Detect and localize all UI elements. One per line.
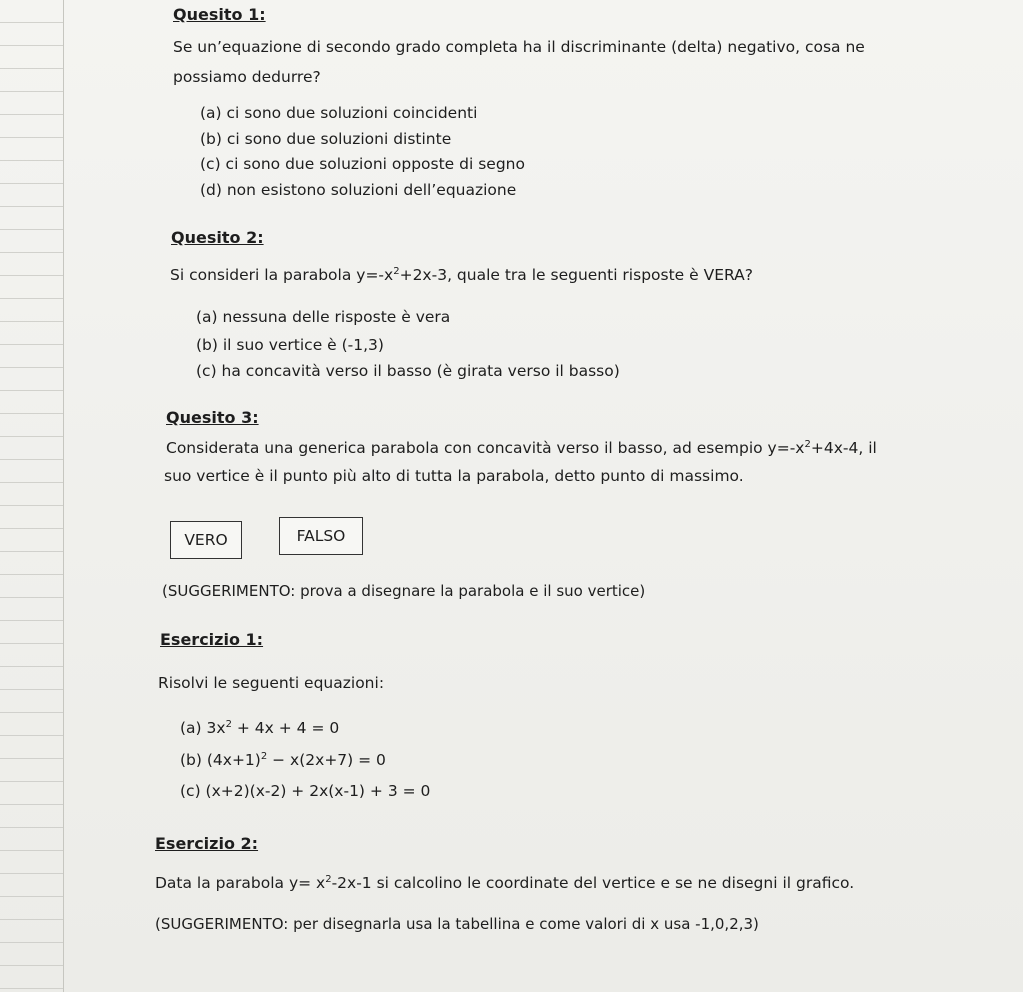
quesito-3-title: Quesito 3: [166, 408, 259, 427]
grid-paper-margin [0, 0, 64, 992]
equation-c: (c) (x+2)(x-2) + 2x(x-1) + 3 = 0 [180, 782, 431, 800]
quesito-1-option-b: (b) ci sono due soluzioni distinte [200, 130, 452, 148]
quesito-3-hint: (SUGGERIMENTO: prova a disegnare la parabola e il suo vertice) [162, 582, 646, 600]
esercizio-1-text: Risolvi le seguenti equazioni: [158, 674, 385, 692]
quesito-2-title: Quesito 2: [171, 228, 264, 247]
quesito-1-option-d: (d) non esistono soluzioni dell’equazione [200, 181, 517, 199]
quesito-3-text-line2: suo vertice è il punto più alto di tutta la parabola, detto punto di massimo. [164, 467, 744, 485]
quesito-2-option-b: (b) il suo vertice è (-1,3) [196, 336, 384, 354]
esercizio-2-text: Data la parabola $y= x^2-2x-1$ si calcolino le coordinate del vertice e se ne disegni il grafico. [155, 874, 855, 892]
quesito-1-option-a: (a) ci sono due soluzioni coincidenti [200, 104, 478, 122]
esercizio-2-equation: $y= x^2-2x-1$ [288, 874, 372, 892]
quesito-1-text-line1: Se un’equazione di secondo grado completa ha il discriminante (delta) negativo, cosa ne [173, 38, 865, 56]
quesito-1-text-line2: possiamo dedurre? [173, 68, 321, 86]
quesito-3-text-line1: Considerata una generica parabola con concavità verso il basso, ad esempio $y=-x^2+4x-4$, il [166, 439, 877, 457]
vero-button[interactable]: VERO [170, 521, 242, 559]
equation-b: (b) $(4x+1)^2 - x(2x+7) = 0$ [180, 751, 386, 769]
quesito-3-equation: $y=-x^2+4x-4$ [767, 439, 859, 457]
quesito-1-option-c: (c) ci sono due soluzioni opposte di segno [200, 155, 525, 173]
quesito-2-option-c: (c) ha concavità verso il basso (è girata verso il basso) [196, 362, 620, 380]
esercizio-1-title: Esercizio 1: [160, 630, 264, 649]
quesito-2-equation: $y=-x^2+2x-3$ [356, 266, 448, 284]
quesito-1-title: Quesito 1: [173, 5, 266, 24]
quesito-2-text: Si consideri la parabola $y=-x^2+2x-3$, quale tra le seguenti risposte è VERA? [170, 266, 753, 284]
margin-line [63, 0, 64, 992]
quesito-2-option-a: (a) nessuna delle risposte è vera [196, 308, 451, 326]
esercizio-2-hint: (SUGGERIMENTO: per disegnarla usa la tabellina e come valori di x usa -1,0,2,3) [155, 915, 759, 933]
equation-a: (a) $3x^2 + 4x + 4 = 0$ [180, 719, 340, 737]
falso-button[interactable]: FALSO [279, 517, 363, 555]
esercizio-2-title: Esercizio 2: [155, 834, 259, 853]
